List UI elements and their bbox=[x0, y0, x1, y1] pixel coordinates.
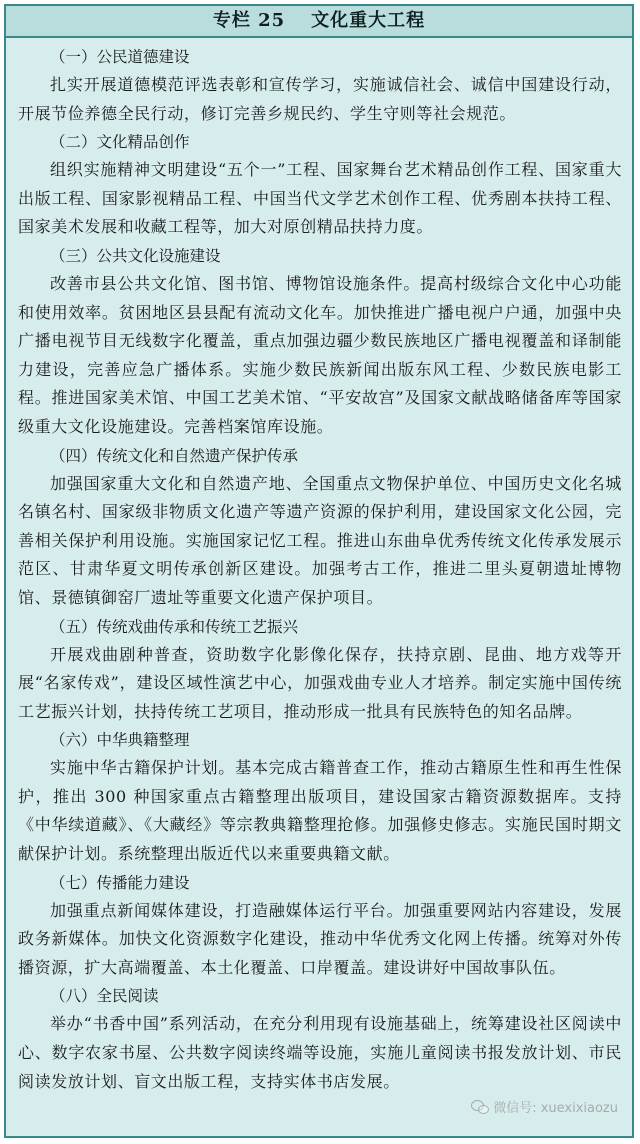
section-3 bbox=[18, 242, 622, 442]
feature-box bbox=[4, 4, 634, 1138]
section-text: 实施中华古籍保护计划。基本完成古籍普查工作，推动古籍原生性和再生性保护，推出 300 种国家重点古籍整理出版项目，建设国家古籍资源数据库。支持《中华续道藏》、《大藏经》等宗教典籍整理抢修。加强修史修志。实施民国时期文献保护计划。系统整理出版近代以来重要典籍文献。 bbox=[18, 758, 622, 864]
section-title: （七）传播能力建设 bbox=[50, 873, 190, 892]
section-title: （一）公民道德建设 bbox=[50, 48, 190, 66]
section-title: （四）传统文化和自然遗产保护传承 bbox=[50, 446, 299, 465]
section-text: 加强重点新闻媒体建设，打造融媒体运行平台。加强重要网站内容建设，发展政务新媒体。加快文化资源数字化建设，推动中华优秀文化网上传播。统筹对外传播资源，扩大高端覆盖、本土化覆盖、口岸覆盖。建设讲好中国故事队伍。 bbox=[18, 900, 622, 977]
section-1 bbox=[18, 43, 622, 128]
watermark-text: 微信号: xuexixiaozu bbox=[493, 1101, 618, 1116]
section-title: （五）传统戏曲传承和传统工艺振兴 bbox=[50, 617, 299, 636]
section-2 bbox=[18, 128, 622, 242]
section-title: （六）中华典籍整理 bbox=[50, 731, 190, 750]
section-text: 改善市县公共文化馆、图书馆、博物馆设施条件。提高村级综合文化中心功能和使用效率。贫困地区县县配有流动文化车。加快推进广播电视户户通，加强中央广播电视节目无线数字化覆盖，重点加强边疆少数民族地区广播电视覆盖和译制能力建设，完善应急广播体系。实施少数民族新闻出版东风工程、少数民族电影工程。推进国家美术馆、中国工艺美术馆、“平安故宫”及国家文献战略储备库等国家级重大文化设施建设。完善档案馆库设施。 bbox=[18, 273, 622, 436]
wechat-watermark bbox=[471, 1097, 618, 1116]
section-8 bbox=[18, 982, 622, 1096]
section-text: 加强国家重大文化和自然遗产地、全国重点文物保护单位、中国历史文化名城名镇名村、国家级非物质文化遗产等遗产资源的保护利用，建设国家文化公园，完善相关保护利用设施。实施国家记忆工程。推进山东曲阜优秀传统文化传承发展示范区、甘肃华夏文明传承创新区建设。加强考古工作，推进二里头夏朝遗址博物馆、景德镇御窑厂遗址等重要文化遗产保护项目。 bbox=[18, 473, 622, 607]
section-5 bbox=[18, 613, 622, 727]
section-4 bbox=[18, 442, 622, 613]
section-text: 扎实开展道德模范评选表彰和宣传学习，实施诚信社会、诚信中国建设行动，开展节俭养德全民行动，修订完善乡规民约、学生守则等社会规范。 bbox=[18, 75, 622, 123]
section-text: 组织实施精神文明建设“五个一”工程、国家舞台艺术精品创作工程、国家重大出版工程、国家影视精品工程、中国当代文学艺术创作工程、优秀剧本扶持工程、国家美术发展和收藏工程等，加大对原创精品扶持力度。 bbox=[18, 160, 622, 237]
section-text: 举办“书香中国”系列活动，在充分利用现有设施基础上，统筹建设社区阅读中心、数字农家书屋、公共数字阅读终端等设施，实施儿童阅读书报发放计划、市民阅读发放计划、盲文出版工程，支持实体书店发展。 bbox=[18, 1014, 622, 1091]
section-6 bbox=[18, 726, 622, 868]
box-number: 专栏 25 bbox=[212, 10, 286, 31]
box-title: 文化重大工程 bbox=[311, 10, 426, 31]
section-title: （三）公共文化设施建设 bbox=[50, 246, 221, 265]
box-content bbox=[6, 38, 632, 1096]
section-text: 开展戏曲剧种普查，资助数字化影像化保存，扶持京剧、昆曲、地方戏等开展“名家传戏”，建设区域性演艺中心，加强戏曲专业人才培养。制定实施中国传统工艺振兴计划，扶持传统工艺项目，推动形成一批具有民族特色的知名品牌。 bbox=[18, 644, 622, 721]
box-header bbox=[6, 6, 632, 38]
wechat-icon bbox=[471, 1100, 489, 1114]
section-title: （二）文化精品创作 bbox=[50, 133, 190, 152]
section-title: （八）全民阅读 bbox=[50, 987, 159, 1006]
section-7 bbox=[18, 869, 622, 983]
